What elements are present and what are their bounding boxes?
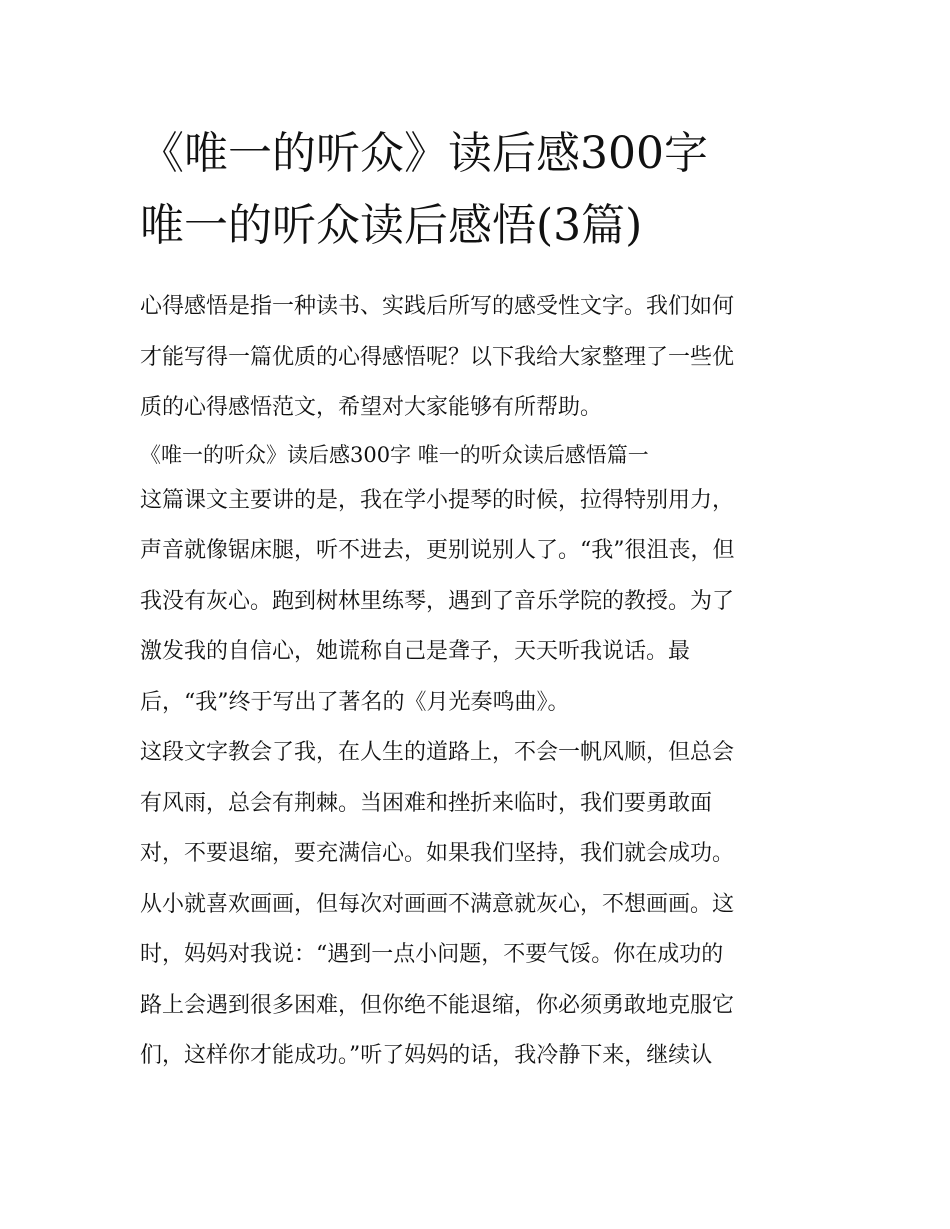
intro-paragraph: 心得感悟是指一种读书、实践后所写的感受性文字。我们如何 才能写得一篇优质的心得感悟呢？以下我给大家整理了一些优 质的心得感悟范文，希望对大家能够有所帮助。 <box>140 294 735 420</box>
document-body <box>140 282 815 1082</box>
document-title <box>140 118 820 262</box>
title-line-1: 《唯一的听众》读后感300字 <box>140 128 708 179</box>
title-line-2: 唯一的听众读后感悟(3篇) <box>140 200 643 251</box>
body-paragraph-1: 这篇课文主要讲的是，我在学小提琴的时候，拉得特别用力， 声音就像锯床腿，听不进去，更别说别人了。“我”很沮丧，但 我没有灰心。跑到树林里练琴，遇到了音乐学院的教授。为了 激发我的自信心，她谎称自己是聋子，天天听我说话。最 后，“我”终于写出了著名的《月光奏鸣曲》。 <box>140 487 735 715</box>
section-heading: 《唯一的听众》读后感300字 唯一的听众读后感悟篇一 <box>140 442 649 467</box>
body-paragraph-2: 这段文字教会了我，在人生的道路上，不会一帆风顺，但总会 有风雨，总会有荆棘。当困难和挫折来临时，我们要勇敢面 对，不要退缩，要充满信心。如果我们坚持，我们就会成功。 从小就喜欢画画，但每次对画画不满意就灰心，不想画画。这 时，妈妈对我说：“遇到一点小问题，不要气馁。你在成功的 路上会遇到很多困难，但你绝不能退缩，你必须勇敢地克服它 们，这样你才能成功。”听了妈妈的话，我冷静下来，继续认 <box>140 740 735 1068</box>
